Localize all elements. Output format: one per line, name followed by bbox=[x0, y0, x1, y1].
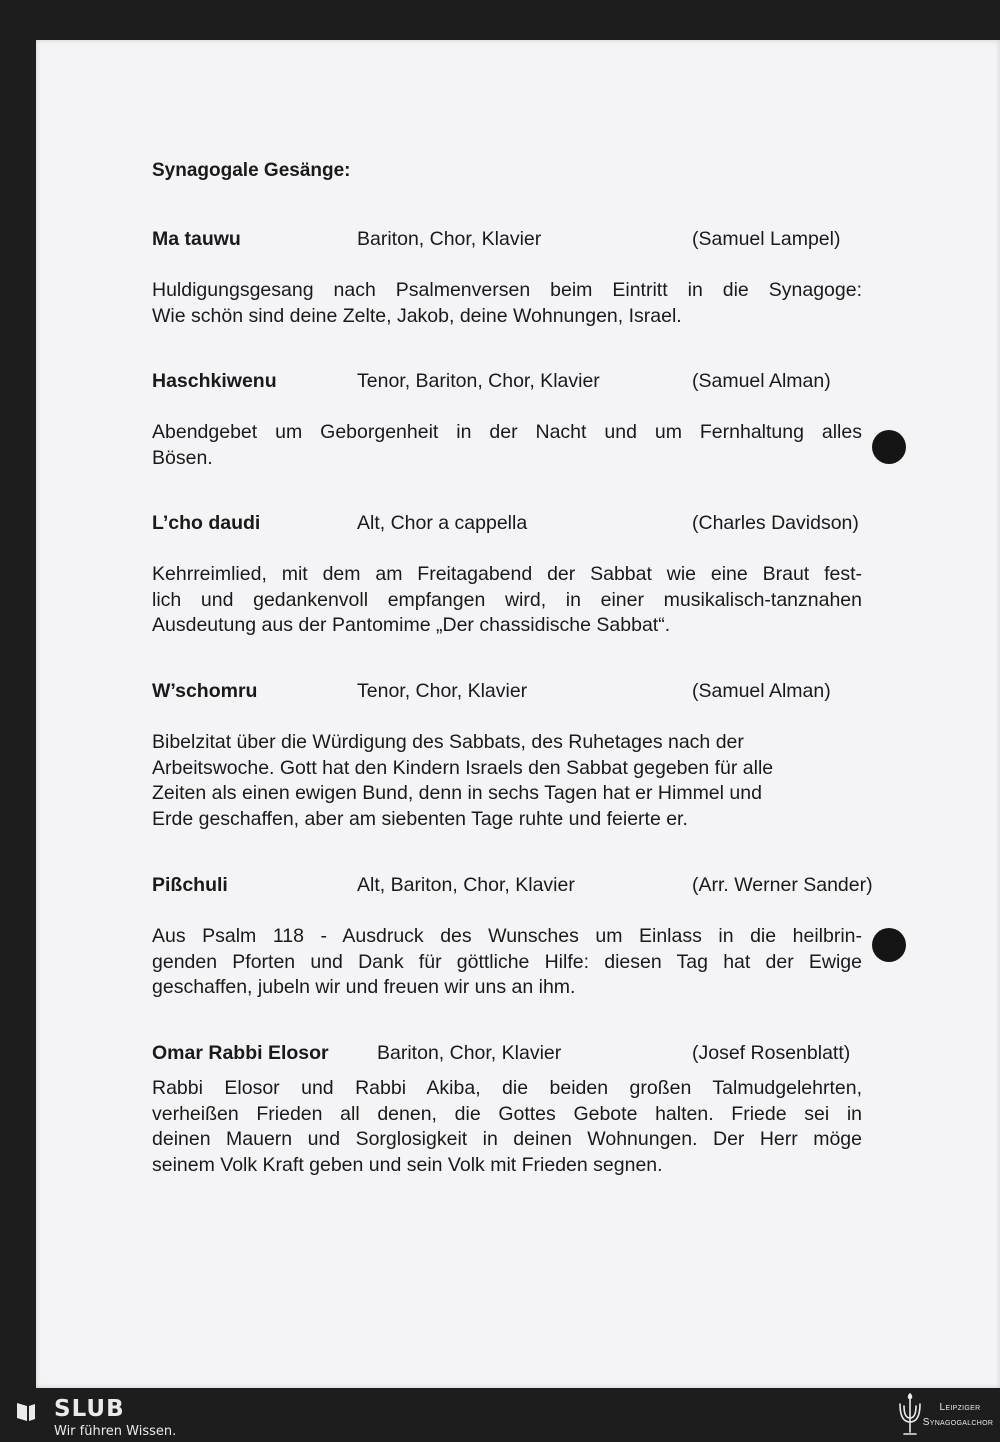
program-entry bbox=[152, 680, 862, 832]
entry-header bbox=[152, 512, 862, 538]
piece-title: L’cho daudi bbox=[152, 512, 261, 534]
instrumentation: Alt, Chor a cappella bbox=[357, 512, 528, 534]
piece-title: Ma tauwu bbox=[152, 228, 241, 250]
instrumentation: Tenor, Chor, Klavier bbox=[357, 680, 528, 702]
piece-title: Haschkiwenu bbox=[152, 370, 277, 392]
piece-description bbox=[152, 420, 862, 471]
instrumentation: Alt, Bariton, Chor, Klavier bbox=[357, 874, 575, 896]
piece-description bbox=[152, 730, 862, 832]
program-entry bbox=[152, 228, 862, 329]
composer: (Samuel Lampel) bbox=[692, 228, 841, 250]
punch-hole bbox=[872, 928, 906, 962]
piece-description bbox=[152, 562, 862, 639]
description-line: Kehrreimlied, mit dem am Freitagabend der Sabbat wie eine Braut fest- bbox=[152, 563, 862, 585]
description-line: Bibelzitat über die Würdigung des Sabbats, des Ruhetages nach der bbox=[152, 731, 744, 753]
description-line: Huldigungsgesang nach Psalmenversen beim Eintritt in die Synagoge: bbox=[152, 279, 862, 301]
footer-bar bbox=[0, 1388, 1000, 1442]
page-heading: Synagogale Gesänge: bbox=[152, 160, 351, 181]
composer: (Samuel Alman) bbox=[692, 370, 831, 392]
slub-tagline: Wir führen Wissen. bbox=[54, 1424, 177, 1439]
description-line: genden Pforten und Dank für göttliche Hilfe: diesen Tag hat der Ewige bbox=[152, 950, 862, 973]
description-line: Erde geschaffen, aber am siebenten Tage ruhte und feierte er. bbox=[152, 807, 688, 830]
description-line: Ausdeutung aus der Pantomime „Der chassidische Sabbat“. bbox=[152, 614, 671, 636]
choir-name-line1: Leipziger bbox=[939, 1402, 981, 1413]
description-line: Arbeitswoche. Gott hat den Kindern Israels den Sabbat gegeben für alle bbox=[152, 756, 774, 779]
punch-hole bbox=[872, 430, 906, 464]
description-line: Bösen. bbox=[152, 446, 213, 469]
instrumentation: Tenor, Bariton, Chor, Klavier bbox=[357, 370, 600, 392]
choir-name-line2: Synagogalchor bbox=[922, 1417, 994, 1428]
composer: (Charles Davidson) bbox=[692, 512, 859, 534]
piece-title: Omar Rabbi Elosor bbox=[152, 1042, 329, 1064]
slub-logo-text: SLUB bbox=[54, 1396, 125, 1422]
piece-description bbox=[152, 924, 862, 1001]
description-line: lich und gedankenvoll empfangen wird, in einer musikalisch-tanznahen bbox=[152, 588, 862, 611]
description-line: Zeiten als einen ewigen Bund, denn in sechs Tagen hat er Himmel und bbox=[152, 782, 762, 804]
entry-header bbox=[152, 874, 873, 900]
instrumentation: Bariton, Chor, Klavier bbox=[377, 1042, 562, 1064]
composer: (Samuel Alman) bbox=[692, 680, 831, 702]
entry-header bbox=[152, 1042, 862, 1068]
piece-description bbox=[152, 1076, 862, 1178]
instrumentation: Bariton, Chor, Klavier bbox=[357, 228, 542, 250]
program-entry bbox=[152, 370, 862, 471]
description-line: Aus Psalm 118 - Ausdruck des Wunsches um Einlass in die heilbrin- bbox=[152, 925, 862, 947]
description-line: geschaffen, jubeln wir und freuen wir uns an ihm. bbox=[152, 976, 576, 998]
description-line: seinem Volk Kraft geben und sein Volk mit Frieden segnen. bbox=[152, 1153, 663, 1176]
entry-header bbox=[152, 228, 862, 254]
program-entry bbox=[152, 874, 873, 1001]
composer: (Arr. Werner Sander) bbox=[692, 874, 873, 896]
program-entry bbox=[152, 1042, 862, 1178]
piece-description bbox=[152, 278, 862, 329]
description-line: Rabbi Elosor und Rabbi Akiba, die beiden großen Talmudgelehrten, bbox=[152, 1077, 862, 1099]
entry-header bbox=[152, 680, 862, 706]
piece-title: W’schomru bbox=[152, 680, 258, 702]
description-line: verheißen Frieden all denen, die Gottes Gebote halten. Friede sei in bbox=[152, 1102, 862, 1125]
description-line: Wie schön sind deine Zelte, Jakob, deine Wohnungen, Israel. bbox=[152, 304, 682, 327]
piece-title: Pißchuli bbox=[152, 874, 228, 896]
composer: (Josef Rosenblatt) bbox=[692, 1042, 851, 1064]
program-entry bbox=[152, 512, 862, 639]
description-line: Abendgebet um Geborgenheit in der Nacht und um Fernhaltung alles bbox=[152, 421, 862, 443]
description-line: deinen Mauern und Sorglosigkeit in deinen Wohnungen. Der Herr möge bbox=[152, 1128, 862, 1150]
slub-book-icon bbox=[14, 1400, 38, 1424]
menorah-icon bbox=[896, 1392, 924, 1438]
entry-header bbox=[152, 370, 862, 396]
